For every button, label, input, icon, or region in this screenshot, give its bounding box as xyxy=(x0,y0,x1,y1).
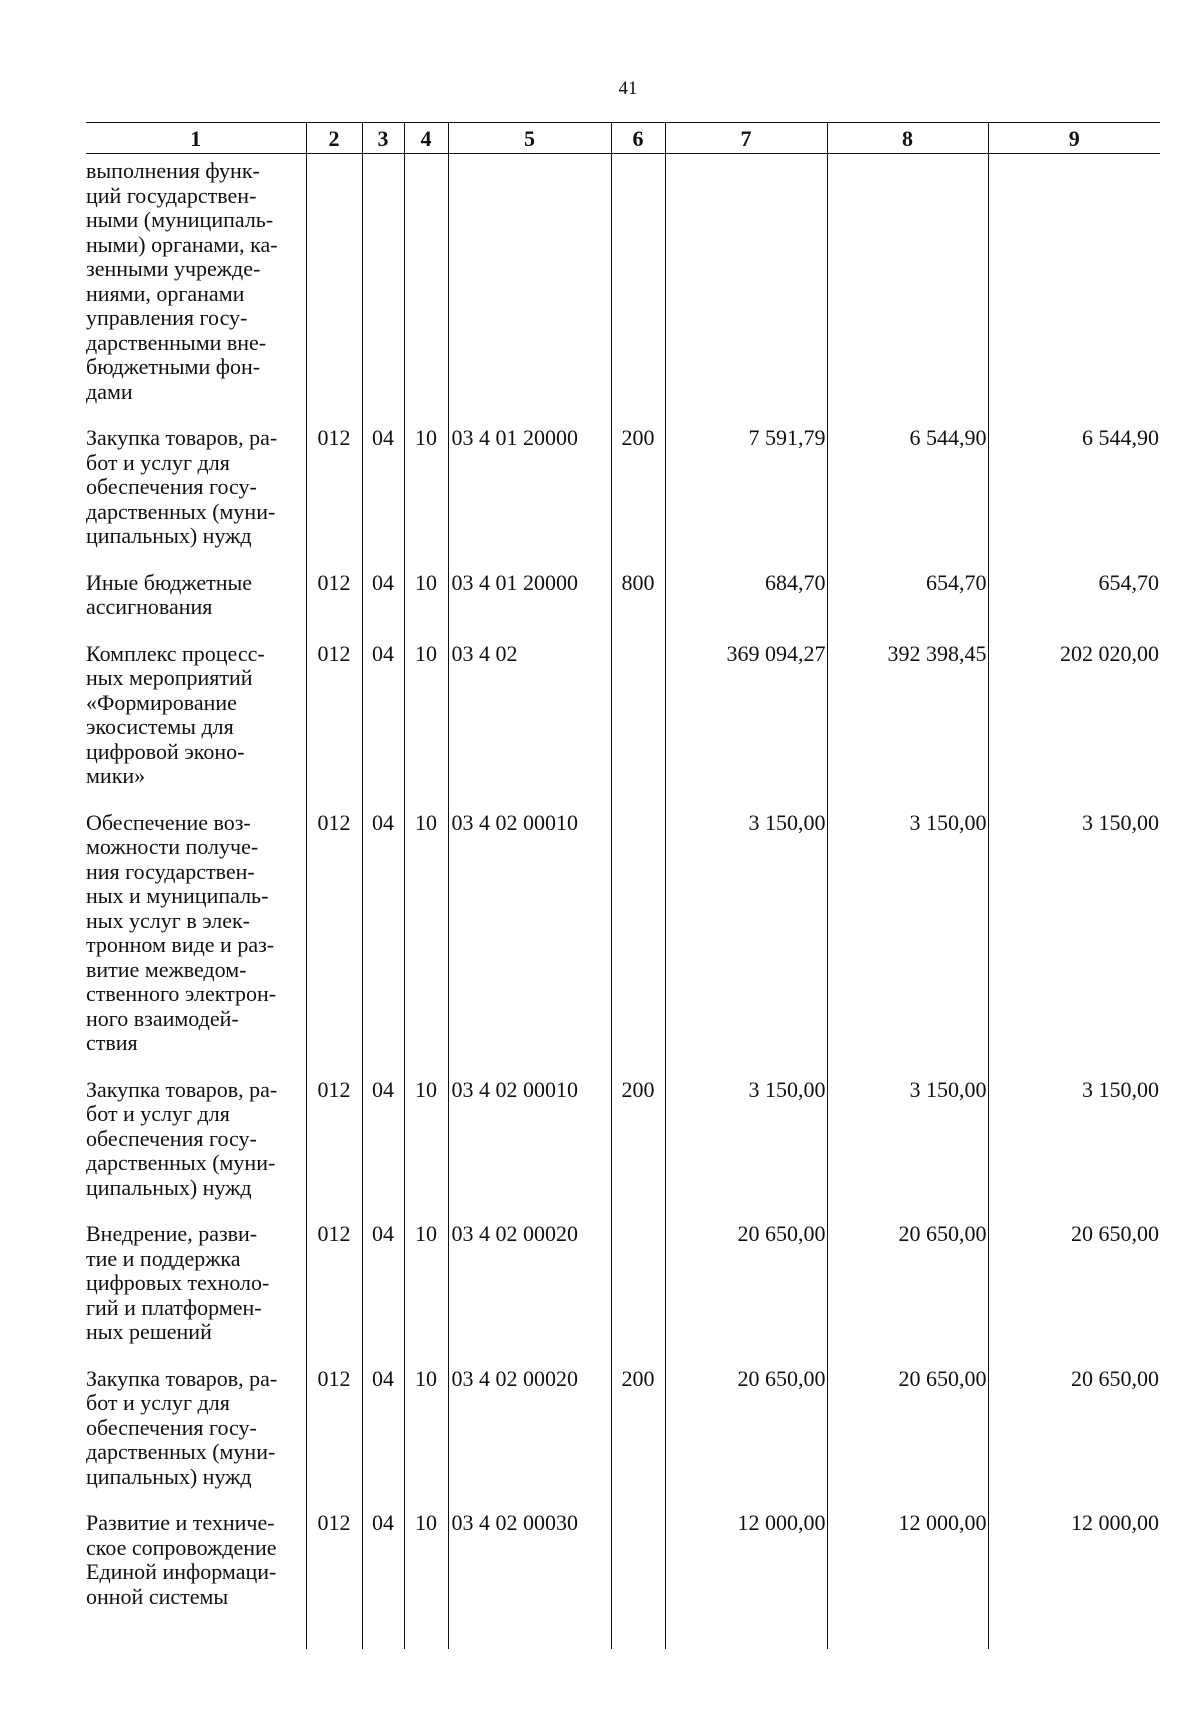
budget-table xyxy=(86,122,1160,1649)
cell-expense-type: 200 xyxy=(611,1078,665,1223)
cell-expense-type xyxy=(611,642,665,811)
cell-expense-type xyxy=(611,811,665,1078)
cell-section: 04 xyxy=(362,1367,404,1512)
description-line: дами xyxy=(86,378,133,404)
cell-description xyxy=(86,571,306,642)
description-line: ципальных) нужд xyxy=(86,1174,252,1200)
cell-ministry-code: 012 xyxy=(306,1078,362,1223)
cell-amount-year1: 12 000,00 xyxy=(665,1511,827,1631)
description-line: ниями, органами xyxy=(86,280,245,306)
cell-subsection: 10 xyxy=(404,1078,448,1223)
description-line: ций государствен- xyxy=(86,182,257,208)
cell-expense-type xyxy=(611,1511,665,1631)
description-line: можности получе- xyxy=(86,834,259,859)
tail-cell xyxy=(827,1631,988,1649)
tail-cell xyxy=(362,1631,404,1649)
column-header: 5 xyxy=(448,123,611,154)
cell-subsection xyxy=(404,154,448,427)
cell-subsection: 10 xyxy=(404,642,448,811)
description-line: ными) органами, ка- xyxy=(86,231,278,257)
description-line: ных и муниципаль- xyxy=(86,883,269,908)
description-line: бот и услуг для xyxy=(86,1390,230,1415)
description-line: дарственных (муни- xyxy=(86,498,276,524)
table-row xyxy=(86,811,1160,1078)
cell-ministry-code: 012 xyxy=(306,811,362,1078)
table-row xyxy=(86,1511,1160,1631)
description-line: Единой информаци- xyxy=(86,1559,277,1584)
cell-amount-year1: 3 150,00 xyxy=(665,811,827,1078)
description-line: ципальных) нужд xyxy=(86,523,252,548)
description-line: мики» xyxy=(86,763,146,788)
column-header: 7 xyxy=(665,123,827,154)
description-line: цифровой эконо- xyxy=(86,738,245,764)
cell-target-article: 03 4 02 00030 xyxy=(448,1511,611,1631)
cell-description xyxy=(86,1078,306,1223)
description-line: ственного электрон- xyxy=(86,981,277,1006)
cell-expense-type xyxy=(611,154,665,427)
description-line: выполнения функ- xyxy=(86,158,260,183)
column-header: 9 xyxy=(988,123,1160,154)
cell-description xyxy=(86,1222,306,1367)
cell-subsection: 10 xyxy=(404,571,448,642)
table-row xyxy=(86,571,1160,642)
description-line: обеспечения госу- xyxy=(86,1125,257,1151)
table-tail xyxy=(86,1631,1160,1649)
description-line: бот и услуг для xyxy=(86,1101,230,1126)
cell-ministry-code: 012 xyxy=(306,571,362,642)
description-line: ного взаимодей- xyxy=(86,1005,239,1031)
description-line: ных услуг в элек- xyxy=(86,907,251,933)
cell-section: 04 xyxy=(362,1511,404,1631)
cell-amount-year2: 392 398,45 xyxy=(827,642,988,811)
cell-target-article: 03 4 02 xyxy=(448,642,611,811)
description-line: ское сопровождение xyxy=(86,1534,277,1560)
cell-amount-year2: 3 150,00 xyxy=(827,1078,988,1223)
cell-description xyxy=(86,154,306,427)
cell-subsection: 10 xyxy=(404,1511,448,1631)
cell-expense-type: 200 xyxy=(611,426,665,571)
description-line: бот и услуг для xyxy=(86,449,230,475)
column-header: 2 xyxy=(306,123,362,154)
cell-expense-type: 200 xyxy=(611,1367,665,1512)
description-line: Обеспечение воз- xyxy=(86,809,251,835)
cell-subsection: 10 xyxy=(404,811,448,1078)
table-row xyxy=(86,642,1160,811)
cell-amount-year2: 12 000,00 xyxy=(827,1511,988,1631)
description-line: ципальных) нужд xyxy=(86,1463,252,1489)
cell-amount-year2: 20 650,00 xyxy=(827,1367,988,1512)
description-line: «Формирование xyxy=(86,689,237,715)
cell-ministry-code: 012 xyxy=(306,1222,362,1367)
description-line: дарственных (муни- xyxy=(86,1150,276,1175)
cell-section: 04 xyxy=(362,642,404,811)
cell-amount-year1: 20 650,00 xyxy=(665,1367,827,1512)
cell-section: 04 xyxy=(362,1078,404,1223)
cell-amount-year1 xyxy=(665,154,827,427)
cell-target-article: 03 4 01 20000 xyxy=(448,571,611,642)
cell-target-article xyxy=(448,154,611,427)
description-line: дарственными вне- xyxy=(86,329,267,355)
description-line: ния государствен- xyxy=(86,858,255,884)
cell-target-article: 03 4 02 00020 xyxy=(448,1222,611,1367)
cell-target-article: 03 4 02 00020 xyxy=(448,1367,611,1512)
cell-amount-year2: 20 650,00 xyxy=(827,1222,988,1367)
table-row xyxy=(86,1078,1160,1223)
description-line: Иные бюджетные xyxy=(86,569,253,595)
table-row xyxy=(86,154,1160,427)
table-row xyxy=(86,1222,1160,1367)
cell-expense-type: 800 xyxy=(611,571,665,642)
tail-cell xyxy=(611,1631,665,1649)
cell-ministry-code: 012 xyxy=(306,426,362,571)
column-header: 1 xyxy=(86,123,306,154)
cell-amount-year3: 202 020,00 xyxy=(988,642,1160,811)
cell-amount-year3 xyxy=(988,154,1160,427)
cell-amount-year2: 6 544,90 xyxy=(827,426,988,571)
cell-amount-year3: 20 650,00 xyxy=(988,1367,1160,1512)
description-line: тронном виде и раз- xyxy=(86,932,275,957)
cell-subsection: 10 xyxy=(404,1222,448,1367)
column-header: 3 xyxy=(362,123,404,154)
description-line: бюджетными фон- xyxy=(86,354,261,379)
tail-cell xyxy=(448,1631,611,1649)
cell-subsection: 10 xyxy=(404,426,448,571)
description-line: Закупка товаров, ра- xyxy=(86,1365,278,1391)
description-line: Развитие и техниче- xyxy=(86,1510,275,1535)
description-line: ных мероприятий xyxy=(86,665,253,690)
cell-description xyxy=(86,1511,306,1631)
cell-ministry-code xyxy=(306,154,362,427)
tail-cell xyxy=(404,1631,448,1649)
description-line: управления госу- xyxy=(86,305,248,330)
cell-description xyxy=(86,1367,306,1512)
description-line: гий и платформен- xyxy=(86,1294,262,1320)
description-line: экосистемы для xyxy=(86,714,234,739)
cell-description xyxy=(86,426,306,571)
cell-amount-year1: 3 150,00 xyxy=(665,1078,827,1223)
description-line: Внедрение, разви- xyxy=(86,1221,258,1246)
description-line: Комплекс процесс- xyxy=(86,640,265,666)
cell-description xyxy=(86,642,306,811)
tail-cell xyxy=(665,1631,827,1649)
cell-amount-year2 xyxy=(827,154,988,427)
cell-amount-year2: 3 150,00 xyxy=(827,811,988,1078)
cell-amount-year3: 12 000,00 xyxy=(988,1511,1160,1631)
cell-subsection: 10 xyxy=(404,1367,448,1512)
cell-section xyxy=(362,154,404,427)
cell-amount-year1: 7 591,79 xyxy=(665,426,827,571)
cell-target-article: 03 4 02 00010 xyxy=(448,1078,611,1223)
cell-ministry-code: 012 xyxy=(306,1511,362,1631)
description-line: обеспечения госу- xyxy=(86,474,257,499)
cell-ministry-code: 012 xyxy=(306,642,362,811)
cell-amount-year3: 654,70 xyxy=(988,571,1160,642)
tail-cell xyxy=(306,1631,362,1649)
cell-amount-year3: 3 150,00 xyxy=(988,1078,1160,1223)
table-row xyxy=(86,426,1160,571)
cell-amount-year1: 369 094,27 xyxy=(665,642,827,811)
description-line: онной системы xyxy=(86,1583,229,1609)
description-line: Закупка товаров, ра- xyxy=(86,1076,278,1102)
description-line: Закупка товаров, ра- xyxy=(86,425,278,450)
description-line: цифровых техноло- xyxy=(86,1270,270,1295)
cell-amount-year2: 654,70 xyxy=(827,571,988,642)
tail-cell xyxy=(86,1631,306,1649)
table-row xyxy=(86,1367,1160,1512)
description-line: ствия xyxy=(86,1030,138,1055)
cell-section: 04 xyxy=(362,426,404,571)
cell-section: 04 xyxy=(362,1222,404,1367)
description-line: дарственных (муни- xyxy=(86,1439,276,1464)
cell-description xyxy=(86,811,306,1078)
cell-amount-year3: 3 150,00 xyxy=(988,811,1160,1078)
cell-expense-type xyxy=(611,1222,665,1367)
cell-ministry-code: 012 xyxy=(306,1367,362,1512)
description-line: ных решений xyxy=(86,1319,212,1344)
cell-section: 04 xyxy=(362,571,404,642)
column-header: 6 xyxy=(611,123,665,154)
description-line: витие межведом- xyxy=(86,956,247,982)
cell-target-article: 03 4 02 00010 xyxy=(448,811,611,1078)
cell-section: 04 xyxy=(362,811,404,1078)
tail-cell xyxy=(988,1631,1160,1649)
cell-amount-year3: 20 650,00 xyxy=(988,1222,1160,1367)
cell-amount-year3: 6 544,90 xyxy=(988,426,1160,571)
page-number: 41 xyxy=(618,78,638,99)
cell-target-article: 03 4 01 20000 xyxy=(448,426,611,571)
column-header: 4 xyxy=(404,123,448,154)
header-row xyxy=(86,123,1160,154)
description-line: зенными учрежде- xyxy=(86,256,261,281)
cell-amount-year1: 684,70 xyxy=(665,571,827,642)
description-line: ассигнования xyxy=(86,594,213,619)
description-line: обеспечения госу- xyxy=(86,1414,257,1440)
description-line: ными (муниципаль- xyxy=(86,207,274,232)
cell-amount-year1: 20 650,00 xyxy=(665,1222,827,1367)
column-header: 8 xyxy=(827,123,988,154)
description-line: тие и поддержка xyxy=(86,1245,241,1271)
